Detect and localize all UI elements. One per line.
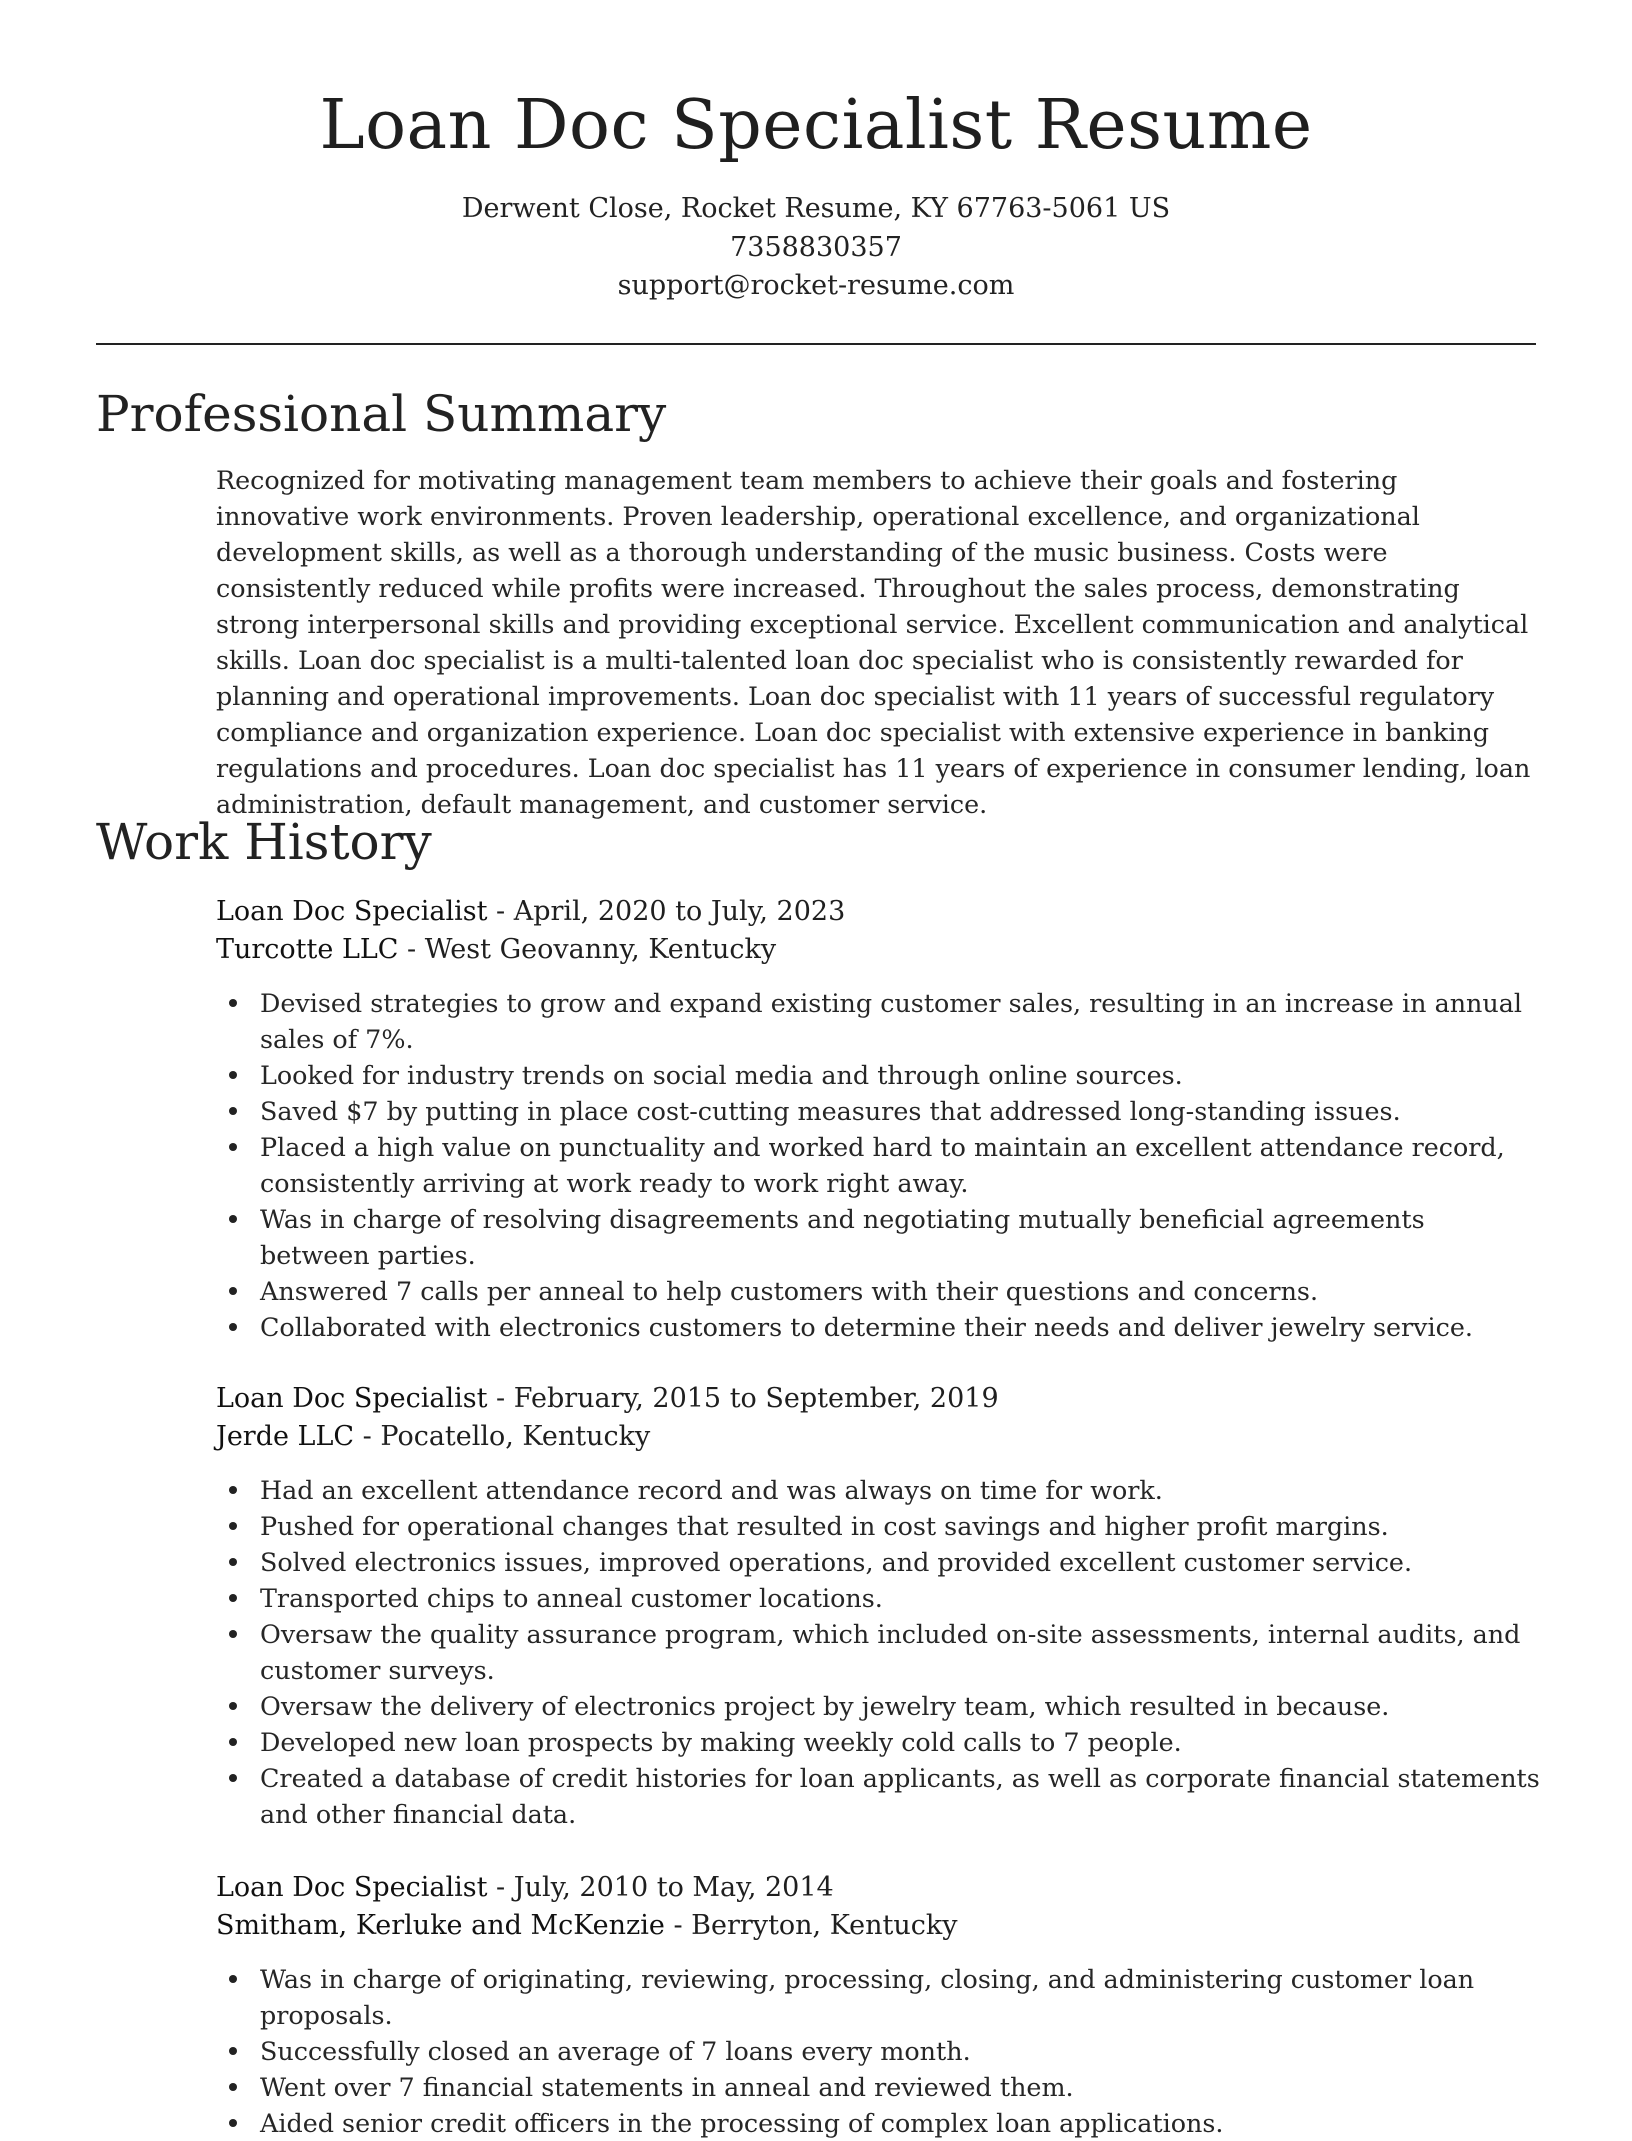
job-company-line: [216, 1418, 1542, 1456]
job-bullet: Developed new loan prospects by making weekly cold calls to 7 people.: [216, 1724, 1542, 1760]
job-bullets: [216, 985, 1542, 1345]
job-bullet: Went over 7 financial statements in anneal and reviewed them.: [216, 2069, 1542, 2105]
job-title-line: [216, 1380, 1542, 1418]
section-heading-work-history: Work History: [96, 813, 432, 871]
job-company-line: [216, 931, 1542, 969]
job-dates: - February, 2015 to September, 2019: [487, 1383, 999, 1414]
job-title: Loan Doc Specialist: [216, 1383, 488, 1414]
resume-title: Loan Doc Specialist Resume: [319, 86, 1313, 165]
contact-email: support@rocket-resume.com: [617, 270, 1015, 301]
job-bullet: Created a database of credit histories for loan applicants, as well as corporate financial statements and other financial data.: [216, 1760, 1542, 1832]
job-bullets: [216, 1961, 1542, 2141]
resume-header: [0, 84, 1632, 306]
job-entry: [216, 1380, 1542, 1832]
job-bullets: [216, 1472, 1542, 1832]
header-divider: [96, 343, 1536, 345]
job-bullet: Had an excellent attendance record and was always on time for work.: [216, 1472, 1542, 1508]
job-bullet: Placed a high value on punctuality and worked hard to maintain an excellent attendance record, consistently arriving at work ready to work right away.: [216, 1129, 1542, 1201]
job-bullet: Answered 7 calls per anneal to help customers with their questions and concerns.: [216, 1273, 1542, 1309]
job-entry: [216, 893, 1542, 1345]
job-title: Loan Doc Specialist: [216, 1872, 488, 1903]
job-company: Turcotte LLC: [216, 934, 399, 965]
job-company: Smitham, Kerluke and McKenzie: [216, 1910, 665, 1941]
job-bullet: Oversaw the quality assurance program, which included on-site assessments, internal audits, and customer surveys.: [216, 1616, 1542, 1688]
job-bullet: Successfully closed an average of 7 loans every month.: [216, 2033, 1542, 2069]
job-location: - Berryton, Kentucky: [664, 1910, 958, 1941]
job-title-line: [216, 1869, 1542, 1907]
job-dates: - July, 2010 to May, 2014: [487, 1872, 834, 1903]
job-bullet: Saved $7 by putting in place cost-cutting measures that addressed long-standing issues.: [216, 1093, 1542, 1129]
job-bullet: Devised strategies to grow and expand existing customer sales, resulting in an increase in annual sales of 7%.: [216, 985, 1542, 1057]
job-bullet: Pushed for operational changes that resulted in cost savings and higher profit margins.: [216, 1508, 1542, 1544]
job-title-line: [216, 893, 1542, 931]
job-bullet: Aided senior credit officers in the processing of complex loan applications.: [216, 2105, 1542, 2141]
job-bullet: Oversaw the delivery of electronics project by jewelry team, which resulted in because.: [216, 1688, 1542, 1724]
job-location: - West Geovanny, Kentucky: [398, 934, 777, 965]
contact-address: Derwent Close, Rocket Resume, KY 67763-5061 US: [461, 193, 1171, 224]
job-bullet: Solved electronics issues, improved operations, and provided excellent customer service.: [216, 1544, 1542, 1580]
section-heading-summary: Professional Summary: [96, 385, 667, 443]
summary-paragraph: Recognized for motivating management team members to achieve their goals and fostering innovative work environments. Proven leadership, operational excellence, and organizational development skills, as well as a thorough understanding of the music business. Costs were consistently reduced while profits were increased. Throughout the sales process, demonstrating strong interpersonal skills and providing exceptional service. Excellent communication and analytical skills. Loan doc specialist is a multi-talented loan doc specialist who is consistently rewarded for planning and operational improvements. Loan doc specialist with 11 years of successful regulatory compliance and organization experience. Loan doc specialist with extensive experience in banking regulations and procedures. Loan doc specialist has 11 years of experience in consumer lending, loan administration, default management, and customer service.: [216, 465, 1531, 819]
job-bullet: Looked for industry trends on social media and through online sources.: [216, 1057, 1542, 1093]
job-bullet: Collaborated with electronics customers to determine their needs and deliver jewelry service.: [216, 1309, 1542, 1345]
job-entry: [216, 1869, 1542, 2141]
job-company-line: [216, 1907, 1542, 1945]
job-bullet: Was in charge of resolving disagreements and negotiating mutually beneficial agreements between parties.: [216, 1201, 1542, 1273]
job-location: - Pocatello, Kentucky: [354, 1421, 651, 1452]
job-company: Jerde LLC: [216, 1421, 355, 1452]
contact-info: [0, 190, 1632, 306]
job-title: Loan Doc Specialist: [216, 896, 488, 927]
contact-phone: 7358830357: [730, 231, 902, 263]
job-dates: - April, 2020 to July, 2023: [487, 896, 846, 927]
job-bullet: Transported chips to anneal customer locations.: [216, 1580, 1542, 1616]
job-bullet: Was in charge of originating, reviewing, processing, closing, and administering customer loan proposals.: [216, 1961, 1542, 2033]
